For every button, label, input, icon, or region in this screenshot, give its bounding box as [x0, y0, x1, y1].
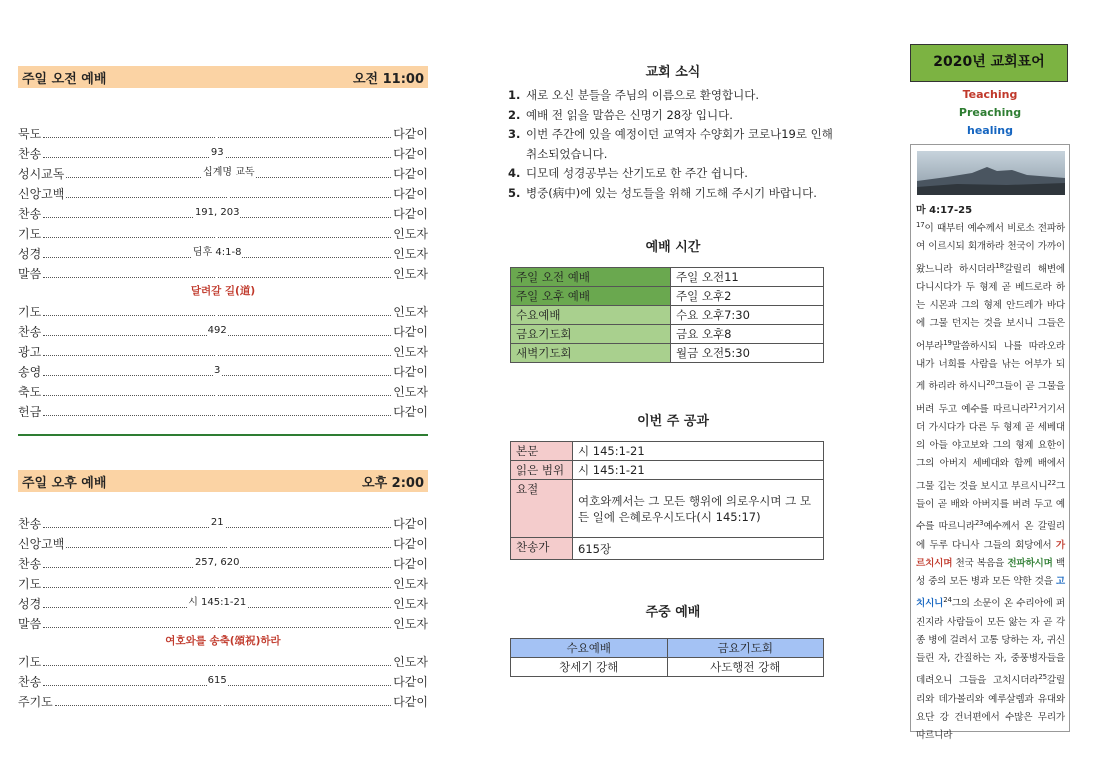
- order-item-detail: [216, 405, 218, 416]
- service-name: 주일 오후 예배: [511, 287, 671, 306]
- order-item-leader: 인도자: [393, 617, 428, 631]
- dotted-leader: [43, 665, 391, 666]
- service-time: 금요 오후8: [671, 325, 824, 344]
- news-list: [508, 86, 838, 203]
- order-item-detail: [216, 305, 218, 316]
- news-title: 교회 소식: [645, 65, 701, 80]
- order-row: [18, 122, 428, 142]
- order-item-detail: 492: [207, 325, 227, 336]
- order-item-leader: 인도자: [393, 597, 428, 611]
- table-row: [511, 442, 824, 461]
- verse-number: 21: [1029, 401, 1038, 410]
- order-item-name: 주기도: [18, 695, 53, 709]
- motto-teaching: Teaching: [962, 88, 1018, 101]
- dotted-leader: [43, 365, 391, 376]
- midweek-value-wed: 창세기 강해: [511, 658, 668, 677]
- order-row: [18, 320, 428, 340]
- morning-orders-part2: [18, 300, 428, 420]
- order-item-detail: [222, 695, 224, 706]
- order-item-detail: 십계명 교독: [203, 167, 255, 178]
- order-item-leader: 다같이: [393, 675, 428, 689]
- mountain-landscape-image: [917, 151, 1065, 195]
- order-item-detail: 191, 203: [194, 207, 240, 218]
- motto-preaching: Preaching: [958, 106, 1022, 119]
- lesson-label: 읽은 범위: [511, 461, 573, 480]
- order-item-leader: 인도자: [393, 655, 428, 669]
- table-row: [511, 325, 824, 344]
- order-item-name: 헌금: [18, 405, 42, 419]
- worship-times-table: [510, 267, 824, 363]
- verse-20: 그들이 곧 그물을 버려 두고 예수를 따르니라: [916, 381, 1065, 415]
- table-row: [511, 538, 824, 560]
- order-row: [18, 670, 428, 690]
- order-row: [18, 142, 428, 162]
- order-item-detail: [216, 385, 218, 396]
- order-row: [18, 512, 428, 532]
- order-item-leader: 다같이: [393, 517, 428, 531]
- order-row: [18, 612, 428, 632]
- dotted-leader: [43, 315, 391, 316]
- order-item-name: 묵도: [18, 127, 42, 141]
- morning-orders-part1: [18, 122, 428, 282]
- announcements-column: [508, 60, 838, 677]
- order-item-name: 찬송: [18, 207, 42, 221]
- news-item: [508, 184, 838, 204]
- order-item-leader: 인도자: [393, 385, 428, 399]
- order-item-detail: [216, 577, 218, 588]
- verse-23-part3: 백성 중의 모든 병과 모든 약한 것을: [916, 557, 1065, 587]
- order-row: [18, 572, 428, 592]
- order-item-leader: 다같이: [393, 127, 428, 141]
- order-item-name: 성경: [18, 597, 42, 611]
- verse-number: 22: [1047, 478, 1056, 487]
- morning-service-title: 주일 오전 예배: [22, 71, 107, 87]
- service-name: 새벽기도회: [511, 344, 671, 363]
- news-item: [508, 86, 838, 106]
- order-item-detail: [228, 187, 230, 198]
- afternoon-orders-part2: [18, 650, 428, 710]
- order-item-name: 말씀: [18, 617, 42, 631]
- order-item-name: 송영: [18, 365, 42, 379]
- order-item-detail: 3: [214, 365, 221, 376]
- service-time: 주일 오후2: [671, 287, 824, 306]
- verse-25: 갈릴리와 데가볼리와 예루살렘과 유대와 요단 강 건너편에서 수많은 무리가 따르니라: [916, 675, 1065, 741]
- afternoon-service-header: [18, 470, 428, 492]
- dotted-leader: [43, 137, 391, 138]
- service-time: 수요 오후7:30: [671, 306, 824, 325]
- order-item-leader: 다같이: [393, 557, 428, 571]
- service-name: 수요예배: [511, 306, 671, 325]
- order-row: [18, 300, 428, 320]
- verse-23-part2: 천국 복음을: [952, 557, 1008, 569]
- order-row: [18, 400, 428, 420]
- times-title: 예배 시간: [645, 240, 701, 255]
- order-item-detail: [216, 267, 218, 278]
- table-row: [511, 306, 824, 325]
- lesson-label: 본문: [511, 442, 573, 461]
- dotted-leader: [43, 627, 391, 628]
- order-item-leader: 다같이: [393, 207, 428, 221]
- news-item-number: 5.: [508, 185, 521, 200]
- dotted-leader: [43, 587, 391, 588]
- order-item-name: 기도: [18, 305, 42, 319]
- order-row: [18, 262, 428, 282]
- afternoon-orders-part1: [18, 512, 428, 632]
- service-name: 주일 오전 예배: [511, 268, 671, 287]
- highlight-teaching: 가르치시며: [916, 539, 1065, 569]
- dotted-leader: [66, 547, 391, 548]
- dotted-leader: [66, 167, 391, 178]
- order-item-leader: 인도자: [393, 227, 428, 241]
- verse-18: 갈릴리 해변에 다니시다가 두 형제 곧 베드로라 하는 시몬과 그의 형제 안드레가 바다에 그물 던지는 것을 보시니 그들은 어부라: [916, 263, 1065, 352]
- order-item-leader: 인도자: [393, 577, 428, 591]
- news-item-number: 3.: [508, 127, 521, 141]
- verse-24: 그의 소문이 온 수리아에 퍼진지라 사람들이 모든 앓는 자 곧 각종 병에 걸려서 고통 당하는 자, 귀신 들린 자, 간질하는 자, 중풍병자들을 데려오니 그들을 고치시더라: [916, 598, 1065, 687]
- order-item-detail: [216, 127, 218, 138]
- dotted-leader: [43, 557, 391, 568]
- dotted-leader: [43, 675, 391, 686]
- news-item: [508, 125, 838, 164]
- verse-21: 거기서 더 가시다가 다른 두 형제 곧 세베대의 아들 야고보와 그의 형제 요한이 그의 아버지 세베대와 함께 배에서 그물 깁는 것을 보시고 부르시니: [916, 403, 1065, 492]
- order-item-leader: 인도자: [393, 345, 428, 359]
- lesson-table: [510, 441, 824, 560]
- order-row: [18, 162, 428, 182]
- verse-number: 17: [916, 221, 925, 229]
- table-row: [511, 344, 824, 363]
- order-item-leader: 다같이: [393, 187, 428, 201]
- order-row: [18, 532, 428, 552]
- dotted-leader: [43, 517, 391, 528]
- order-item-detail: [216, 617, 218, 628]
- midweek-value-fri: 사도행전 강해: [667, 658, 824, 677]
- table-row: [511, 461, 824, 480]
- order-item-leader: 다같이: [393, 365, 428, 379]
- order-item-name: 기도: [18, 577, 42, 591]
- news-item-number: 1.: [508, 88, 521, 102]
- order-row: [18, 650, 428, 670]
- order-item-leader: 다같이: [393, 147, 428, 161]
- service-time: 월금 오전5:30: [671, 344, 824, 363]
- order-item-name: 찬송: [18, 325, 42, 339]
- news-item: [508, 106, 838, 126]
- news-item-text: 새로 오신 분들을 주님의 이름으로 환영합니다.: [526, 88, 760, 102]
- highlight-healing: 고치시니: [916, 575, 1065, 610]
- order-item-leader: 인도자: [393, 305, 428, 319]
- order-item-detail: [216, 227, 218, 238]
- order-item-detail: 시 145:1-21: [188, 597, 247, 608]
- order-item-name: 신앙고백: [18, 537, 65, 551]
- lesson-value: 시 145:1-21: [573, 461, 824, 480]
- scripture-text: [916, 216, 1065, 745]
- highlight-preaching: 전파하시며: [1007, 557, 1053, 569]
- table-row: [511, 268, 824, 287]
- news-item-text: 이번 주간에 있을 예정이던 교역자 수양회가 코로나19로 인해 취소되었습니다.: [526, 127, 833, 161]
- order-item-leader: 인도자: [393, 247, 428, 261]
- table-row: [511, 480, 824, 538]
- dotted-leader: [43, 415, 391, 416]
- midweek-table: [510, 638, 824, 677]
- order-item-name: 찬송: [18, 517, 42, 531]
- motto-column: [910, 44, 1070, 741]
- order-item-name: 성경: [18, 247, 42, 261]
- order-item-detail: [216, 655, 218, 666]
- order-item-detail: [216, 345, 218, 356]
- midweek-header-fri: 금요기도회: [667, 639, 824, 658]
- order-item-detail: 딤후 4:1-8: [192, 247, 242, 258]
- afternoon-service-title: 주일 오후 예배: [22, 475, 107, 491]
- news-item-text: 병중(病中)에 있는 성도들을 위해 기도해 주시기 바랍니다.: [526, 185, 817, 200]
- verse-number: 20: [986, 379, 995, 388]
- order-item-name: 기도: [18, 227, 42, 241]
- lesson-value: 여호와께서는 그 모든 행위에 의로우시며 그 모든 일에 은혜로우시도다(시 145:17): [573, 480, 824, 538]
- lesson-label: 요절: [511, 480, 573, 538]
- order-item-name: 축도: [18, 385, 42, 399]
- order-item-name: 말씀: [18, 267, 42, 281]
- dotted-leader: [66, 197, 391, 198]
- order-item-detail: 257, 620: [194, 557, 240, 568]
- order-item-name: 찬송: [18, 147, 42, 161]
- midweek-title: 주중 예배: [645, 605, 701, 620]
- lesson-title: 이번 주 공과: [637, 414, 709, 429]
- dotted-leader: [43, 207, 391, 218]
- afternoon-sermon-title: 여호와를 송축(頌祝)하라: [165, 635, 281, 647]
- order-item-detail: 93: [210, 147, 224, 158]
- morning-sermon-title: 달려갈 길(道): [190, 285, 256, 297]
- order-row: [18, 222, 428, 242]
- order-row: [18, 182, 428, 202]
- order-row: [18, 202, 428, 222]
- verse-number: 25: [1038, 673, 1047, 682]
- order-item-name: 신앙고백: [18, 187, 65, 201]
- news-item-text: 예배 전 읽을 말씀은 신명기 28장 입니다.: [526, 107, 733, 122]
- order-item-name: 기도: [18, 655, 42, 669]
- order-item-leader: 다같이: [393, 695, 428, 709]
- lesson-label: 찬송가: [511, 538, 573, 560]
- order-row: [18, 340, 428, 360]
- dotted-leader: [43, 597, 391, 608]
- verse-number: 24: [943, 596, 952, 605]
- news-item-number: 2.: [508, 107, 521, 122]
- motto-healing: healing: [967, 124, 1013, 137]
- order-item-detail: [228, 537, 230, 548]
- order-item-detail: 615: [207, 675, 227, 686]
- verse-number: 18: [995, 261, 1004, 270]
- afternoon-service-time: 오후 2:00: [362, 475, 424, 491]
- verse-23-part1: 예수께서 온 갈릴리에 두루 다니사 그들의 회당에서: [916, 521, 1065, 551]
- dotted-leader: [43, 147, 391, 158]
- order-row: [18, 360, 428, 380]
- morning-service-header: [18, 66, 428, 88]
- dotted-leader: [55, 705, 391, 706]
- order-row: [18, 592, 428, 612]
- dotted-leader: [43, 325, 391, 336]
- order-item-name: 찬송: [18, 557, 42, 571]
- order-row: [18, 380, 428, 400]
- verse-number: 19: [943, 338, 952, 347]
- order-row: [18, 690, 428, 710]
- order-item-leader: 다같이: [393, 405, 428, 419]
- morning-service-time: 오전 11:00: [352, 71, 424, 87]
- verse-number: 23: [974, 519, 984, 528]
- order-of-worship-column: [18, 66, 428, 710]
- scripture-box: [910, 144, 1070, 741]
- verse-17: 이 때부터 예수께서 비로소 전파하여 이르시되 회개하라 천국이 가까이 왔느니라 하시더라: [916, 223, 1065, 275]
- dotted-leader: [43, 395, 391, 396]
- order-item-leader: 다같이: [393, 325, 428, 339]
- order-row: [18, 552, 428, 572]
- scripture-reference: 마 4:17-25: [916, 205, 973, 216]
- order-item-name: 광고: [18, 345, 42, 359]
- service-name: 금요기도회: [511, 325, 671, 344]
- order-item-name: 성시교독: [18, 167, 65, 181]
- order-item-detail: 21: [210, 517, 224, 528]
- verse-22: 그들이 곧 배와 아버지를 버려 두고 예수를 따르니라: [916, 480, 1065, 533]
- order-item-name: 찬송: [18, 675, 42, 689]
- order-item-leader: 다같이: [393, 537, 428, 551]
- news-item-number: 4.: [508, 166, 521, 180]
- midweek-header-wed: 수요예배: [511, 639, 668, 658]
- dotted-leader: [43, 277, 391, 278]
- verse-19: 말씀하시되 나를 따라오라 내가 너희를 사람을 낚는 어부가 되게 하리라 하시니: [916, 340, 1065, 393]
- order-row: [18, 242, 428, 262]
- order-item-leader: 다같이: [393, 167, 428, 181]
- table-row: [511, 287, 824, 306]
- church-motto-box: 2020년 교회표어: [910, 44, 1068, 82]
- lesson-value: 615장: [573, 538, 824, 560]
- dotted-leader: [43, 355, 391, 356]
- lesson-value: 시 145:1-21: [573, 442, 824, 461]
- service-time: 주일 오전11: [671, 268, 824, 287]
- order-item-leader: 인도자: [393, 267, 428, 281]
- news-item: [508, 164, 838, 184]
- dotted-leader: [43, 237, 391, 238]
- news-item-text: 디모데 성경공부는 산기도로 한 주간 쉽니다.: [526, 166, 748, 180]
- dotted-leader: [43, 247, 391, 258]
